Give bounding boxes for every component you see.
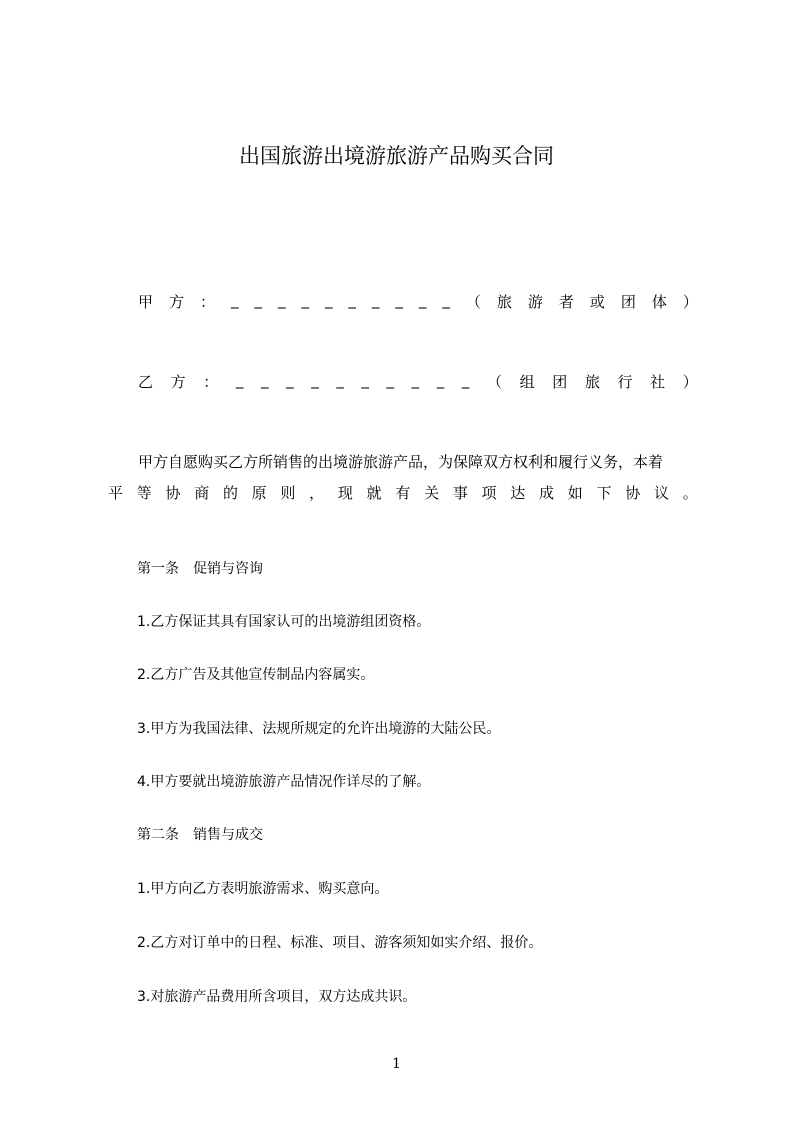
text-char: 的: [222, 484, 238, 502]
text-char: 有: [395, 484, 411, 502]
text-char: （: [486, 373, 502, 391]
text-char: _: [260, 371, 269, 389]
text-char: ：: [203, 373, 219, 391]
text-char: _: [286, 371, 294, 389]
text-char: 等: [136, 484, 152, 502]
text-char: _: [301, 291, 309, 309]
text-char: _: [436, 371, 445, 389]
text-char: 议: [653, 484, 669, 502]
text-char: _: [254, 291, 262, 309]
article-2-item: 1.甲方向乙方表明旅游需求、购买意向。: [137, 881, 389, 897]
party-a-line: [138, 291, 698, 312]
article-2-item: 2.乙方对订单中的日程、标准、项目、游客须知如实介绍、报价。: [137, 935, 543, 951]
page-number: 1: [392, 1056, 401, 1072]
text-char: 如: [567, 484, 583, 502]
text-char: _: [418, 291, 427, 309]
text-char: 团: [552, 373, 568, 391]
text-char: 组: [519, 373, 535, 391]
text-char: _: [411, 371, 420, 389]
text-char: 社: [650, 373, 666, 391]
text-char: 乙: [138, 373, 154, 391]
text-char: 团: [620, 293, 636, 311]
article-1-item: 1.乙方保证其具有国家认可的出境游组团资格。: [137, 614, 431, 630]
text-char: 旅: [584, 373, 600, 391]
text-char: 。: [682, 484, 698, 502]
article-1-heading: 第一条 促销与咨询: [137, 561, 263, 577]
text-char: 体: [651, 293, 667, 311]
text-char: 关: [424, 484, 440, 502]
text-char: 现: [337, 484, 353, 502]
intro-paragraph-line-2: [108, 482, 698, 503]
text-char: ）: [682, 293, 698, 311]
text-char: 商: [194, 484, 210, 502]
text-char: 协: [165, 484, 181, 502]
text-char: 则: [280, 484, 296, 502]
text-char: _: [361, 371, 369, 389]
article-1-item: 3.甲方为我国法律、法规所规定的允许出境游的大陆公民。: [137, 721, 501, 737]
text-char: 或: [589, 293, 605, 311]
article-1-item: 2.乙方广告及其他宣传制品内容属实。: [137, 667, 375, 683]
text-char: 行: [617, 373, 633, 391]
text-char: 原: [251, 484, 267, 502]
text-char: _: [461, 371, 470, 389]
text-char: _: [395, 291, 403, 309]
intro-paragraph-line-1: 甲方自愿购买乙方所销售的出境游旅游产品，为保障双方权利和履行义务，本着: [138, 453, 664, 471]
text-char: 事: [452, 484, 468, 502]
text-char: 项: [481, 484, 497, 502]
text-char: 成: [539, 484, 555, 502]
article-2-heading: 第二条 销售与成交: [137, 827, 263, 843]
text-char: 协: [625, 484, 641, 502]
text-char: ）: [682, 373, 698, 391]
text-char: ，: [309, 484, 325, 502]
text-char: 平: [108, 484, 124, 502]
text-char: 下: [596, 484, 612, 502]
text-char: 就: [366, 484, 382, 502]
text-char: 方: [170, 373, 186, 391]
text-char: _: [386, 371, 395, 389]
text-char: 者: [558, 293, 574, 311]
article-1-item: 4.甲方要就出境游旅游产品情况作详尽的了解。: [137, 774, 431, 790]
text-char: 达: [510, 484, 526, 502]
document-title: 出国旅游出境游旅游产品购买合同: [239, 144, 554, 168]
text-char: _: [336, 371, 344, 389]
text-char: _: [324, 291, 333, 309]
text-char: _: [371, 291, 380, 309]
text-char: _: [231, 291, 239, 309]
text-char: 甲: [138, 293, 154, 311]
article-2-item: 3.对旅游产品费用所含项目，双方达成共识。: [137, 989, 417, 1005]
text-char: 游: [527, 293, 543, 311]
text-char: _: [235, 371, 244, 389]
text-char: _: [442, 291, 450, 309]
text-char: ：: [200, 293, 216, 311]
text-char: 旅: [496, 293, 512, 311]
text-char: 方: [169, 293, 185, 311]
text-char: _: [311, 371, 319, 389]
party-b-line: [138, 371, 698, 392]
text-char: _: [348, 291, 356, 309]
text-char: _: [277, 291, 286, 309]
text-char: （: [465, 293, 481, 311]
